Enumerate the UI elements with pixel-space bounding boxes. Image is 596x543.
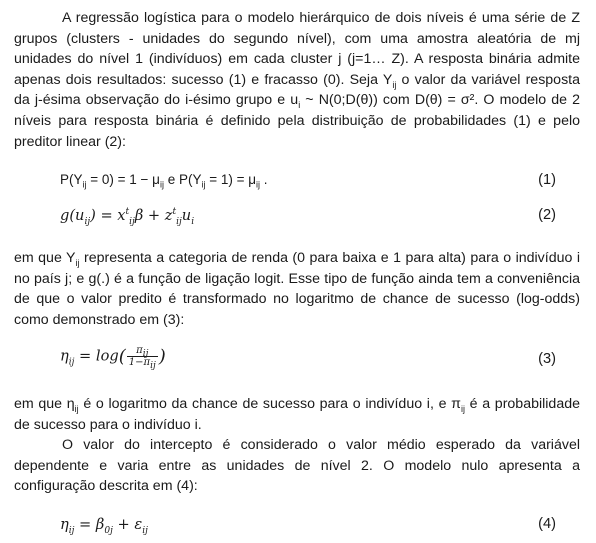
paragraph-1: A regressão logística para o modelo hierárquico de dois níveis é uma série de Z grupos (clusters - unidades do segundo nível), com uma amostra aleatória de mj unidades do nível 1 (indivíduos) em cada cluster j (j=1… Z). A resposta binária admite apenas dois resultados: sucesso (1) e fracasso (0). Seja $Y_{ij}$ o valor da variável resposta da j-ésima observação do i-ésimo grupo e $u_i$ ~ N(0;D(θ)) com D(θ) = σ². O modelo de 2 níveis para resposta binária é definido pela distribuição de probabilidades (1) e pelo preditor linear (2):: [14, 10, 581, 150]
paragraph-2: em que $Y_{ij}$ representa a categoria de renda (0 para baixa e 1 para alta) para o indivíduo i no país j; e g(.) é a função de ligação logit. Esse tipo de função ainda tem a conveniência de que o valor predito é transformado no logaritmo de chance de sucesso (log-odds) como demonstrado em (3):: [14, 250, 580, 328]
equation-4-expression: $\eta_{ij} = \beta_{0j} + \varepsilon_{ij}$: [60, 516, 148, 536]
equation-4-number: (4): [538, 516, 556, 532]
equation-2: [60, 207, 580, 233]
equation-4: [60, 516, 580, 542]
equation-2-number: (2): [538, 207, 556, 223]
equation-1-expression: $P(Y_{ij} = 0) = 1 - \mu_{ij}$ e $P(Y_{ij} = 1) = \mu_{ij}$ .: [60, 172, 268, 190]
paragraph-4: O valor do intercepto é considerado o valor médio esperado da variável dependente e varia entre as unidades de nível 2. O modelo nulo apresenta a configuração descrita em (4):: [14, 437, 580, 495]
equation-3-number: (3): [538, 351, 556, 367]
equation-3-expression: $\eta_{ij} = \log$( $\frac{\pi_{ij}}{1-\pi_{ij}}$ ): [60, 345, 166, 371]
equation-1-number: (1): [538, 172, 556, 188]
equation-1: [60, 172, 580, 198]
equation-2-expression: $g(u_{ij}) = x^t_{ij}\beta + z^t_{ij}u_i$: [60, 207, 195, 227]
paragraph-3: em que $\eta_{ij}$ é o logaritmo da chance de sucesso para o indivíduo i, e $\pi_{ij}$ é a probabilidade de sucesso para o indivíduo i.: [14, 396, 580, 433]
equation-3: [60, 343, 580, 377]
